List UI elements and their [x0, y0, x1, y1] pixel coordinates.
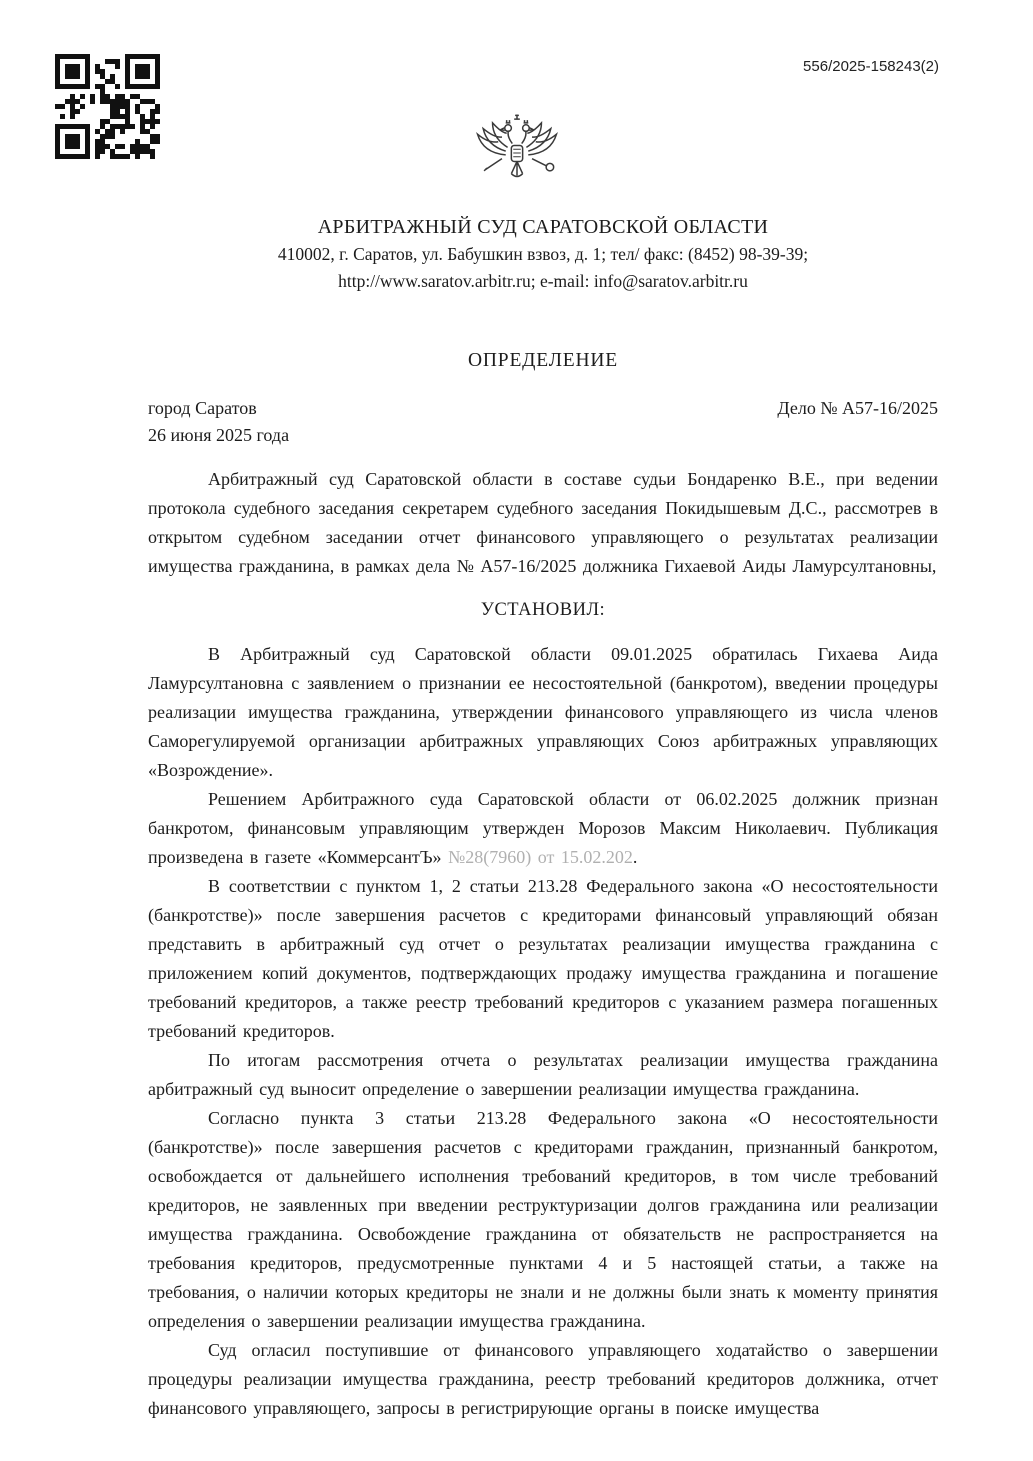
intro-paragraph: Арбитражный суд Саратовской области в составе судьи Бондаренко В.Е., при ведении протокола судебного заседания секретарем судебного заседания Покидышевым Д.С., рассмотрев в открытом судебном заседании отчет финансового управляющего о результатах реализации имущества гражданина, в рамках дела № А57-16/2025 должника Гихаевой Аиды Ламурсултановны,	[148, 469, 938, 576]
registration-doc-number: 556/2025-158243(2)	[803, 58, 939, 75]
court-name: АРБИТРАЖНЫЙ СУД САРАТОВСКОЙ ОБЛАСТИ	[317, 216, 769, 238]
case-number: Дело № А57-16/2025	[777, 398, 938, 418]
faded-publication-ref: №28(7960) от 15.02.202	[448, 847, 633, 867]
court-address: 410002, г. Саратов, ул. Бабушкин взвоз, д. 1; тел/ факс: (8452) 98-39-39;	[277, 244, 809, 264]
date-label: 26 июня 2025 года	[148, 425, 290, 445]
paragraph-law-213-28: В соответствии с пунктом 1, 2 статьи 213.28 Федерального закона «О несостоятельности (банкротстве)» после завершения расчетов с кредиторами финансовый управляющий обязан представить в арбитражный суд отчет о результатах реализации имущества гражданина с приложением копий документов, подтверждающих продажу имущества гражданина и погашение требований кредиторов, а также реестр требований кредиторов с указанием размера погашенных требований кредиторов.	[148, 876, 938, 1041]
decision-text: Решением Арбитражного суда Саратовской области от 06.02.2025 должник признан банкротом, финансовым управляющим утвержден Морозов Максим Николаевич. Публикация произведена в газете «КоммерсантЪ»	[148, 789, 938, 867]
document-content	[148, 214, 938, 1423]
paragraph-application: В Арбитражный суд Саратовской области 09.01.2025 обратилась Гихаева Аида Ламурсултановна с заявлением о признании ее несостоятельной (банкротом), введении процедуры реализации имущества гражданина, утверждении финансового управляющего из числа членов Саморегулируемой организации арбитражных управляющих Союз арбитражных управляющих «Возрождение».	[148, 644, 938, 780]
qr-code-icon	[55, 54, 160, 159]
paragraph-court-announced: Суд огласил поступившие от финансового управляющего ходатайство о завершении процедуры реализации имущества гражданина, реестр требований кредиторов должника, отчет финансового управляющего, запросы в регистрирующие органы в поиске имущества	[148, 1340, 938, 1418]
resolution-heading: УСТАНОВИЛ:	[480, 600, 606, 620]
document-body	[148, 465, 938, 1423]
court-contacts: http://www.saratov.arbitr.ru; e-mail: info@saratov.arbitr.ru	[338, 271, 748, 291]
coat-of-arms-icon	[469, 106, 565, 200]
paragraph-law-point-3: Согласно пункта 3 статьи 213.28 Федерального закона «О несостоятельности (банкротстве)» после завершения расчетов с кредиторами гражданин, признанный банкротом, освобождается от дальнейшего исполнения требований кредиторов, в том числе требований кредиторов, не заявленных при введении реструктуризации долгов гражданина или реализации имущества гражданина. Освобождение гражданина от обязательств не распространяется на требования кредиторов, предусмотренные пунктами 4 и 5 настоящей статьи, а также на требования, о наличии которых кредиторы не знали и не должны были знать к моменту принятия определения о завершении реализации имущества гражданина.	[148, 1108, 938, 1331]
document-title: ОПРЕДЕЛЕНИЕ	[468, 350, 618, 371]
place-label: город Саратов	[148, 398, 257, 418]
paragraph-decision	[148, 785, 938, 872]
paragraph-report-results: По итогам рассмотрения отчета о результатах реализации имущества гражданина арбитражный суд выносит определение о завершении реализации имущества гражданина.	[148, 1050, 938, 1099]
decision-period: .	[632, 847, 638, 867]
meta-row	[148, 395, 938, 422]
